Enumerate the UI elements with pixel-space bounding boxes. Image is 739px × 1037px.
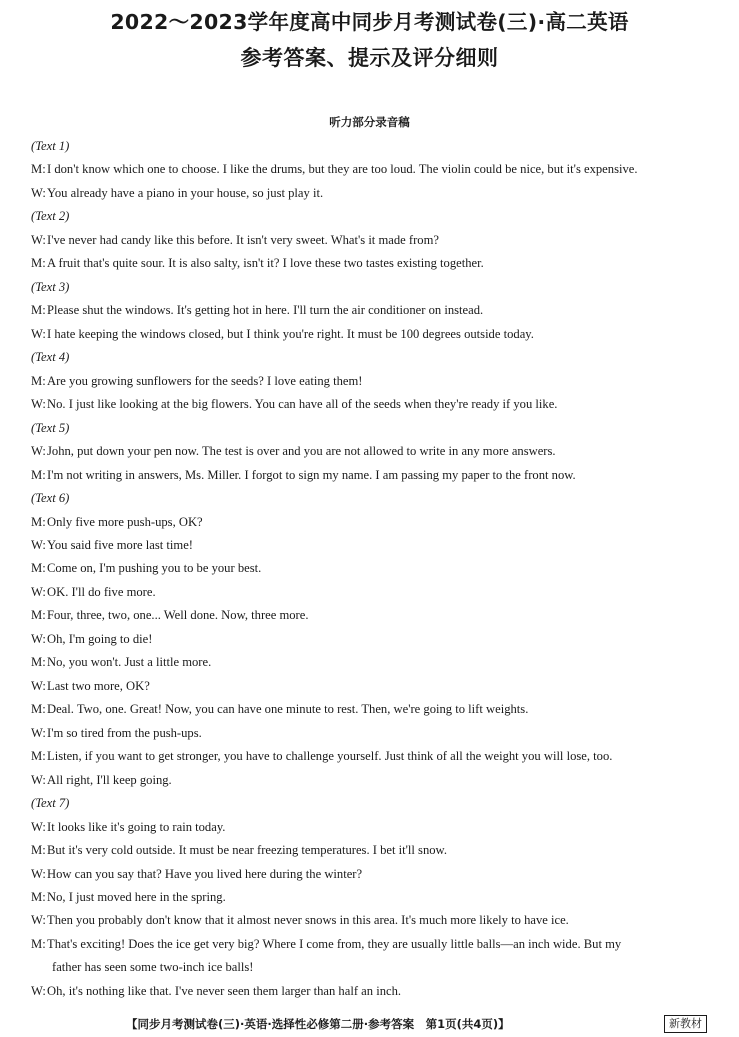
dialog-text: No, I just moved here in the spring. xyxy=(47,890,226,904)
dialog-text: That's exciting! Does the ice get very big? Where I come from, they are usually little balls—an inch wide. But my xyxy=(47,936,622,951)
speaker-label: M: xyxy=(31,936,46,951)
speaker-label: W: xyxy=(31,772,46,787)
dialog-line xyxy=(31,393,721,416)
speaker-label: M: xyxy=(31,702,46,717)
dialog-text: It looks like it's going to rain today. xyxy=(47,819,226,834)
speaker-label: W: xyxy=(31,397,46,412)
dialog-text: OK. I'll do five more. xyxy=(47,584,156,599)
speaker-label: W: xyxy=(31,232,46,247)
dialog-line-continuation: father has seen some two-inch ice balls! xyxy=(52,960,254,975)
dialog-text: Oh, it's nothing like that. I've never seen them larger than half an inch. xyxy=(47,983,402,998)
text-label: (Text 4) xyxy=(31,350,70,365)
dialog-line xyxy=(31,769,721,792)
speaker-label: W: xyxy=(31,631,46,646)
dialog-line xyxy=(31,863,721,886)
dialog-line xyxy=(31,980,721,1003)
transcript xyxy=(31,135,721,1003)
section-heading: 听力部分录音稿 xyxy=(329,115,410,129)
speaker-label: W: xyxy=(31,444,46,459)
dialog-line xyxy=(31,604,721,627)
speaker-label: M: xyxy=(31,843,46,858)
dialog-text: I'm so tired from the push-ups. xyxy=(47,725,202,740)
dialog-text: Are you growing sunflowers for the seeds? I love eating them! xyxy=(47,373,363,388)
dialog-text: John, put down your pen now. The test is over and you are not allowed to write in any more answers. xyxy=(47,444,556,459)
speaker-label: M: xyxy=(31,162,46,177)
speaker-label: M: xyxy=(31,890,46,904)
speaker-label: M: xyxy=(31,256,46,271)
speaker-label: W: xyxy=(31,584,46,599)
dialog-line xyxy=(31,651,721,674)
speaker-label: M: xyxy=(31,303,46,318)
dialog-text: Listen, if you want to get stronger, you have to challenge yourself. Just think of all the weight you will lose, too. xyxy=(47,749,613,764)
dialog-line xyxy=(31,581,721,604)
speaker-label: W: xyxy=(31,725,46,740)
dialog-line xyxy=(31,557,721,580)
dialog-line xyxy=(31,722,721,745)
page-footer xyxy=(0,1015,739,1033)
dialog-line xyxy=(31,745,721,768)
dialog-text: I hate keeping the windows closed, but I think you're right. It must be 100 degrees outside today. xyxy=(47,326,534,341)
dialog-line xyxy=(31,229,721,252)
dialog-line xyxy=(31,370,721,393)
speaker-label: W: xyxy=(31,866,46,881)
speaker-label: M: xyxy=(31,561,46,576)
dialog-text: How can you say that? Have you lived here during the winter? xyxy=(47,866,363,881)
dialog-line xyxy=(31,534,721,557)
dialog-text: Only five more push-ups, OK? xyxy=(47,514,203,529)
footer-text: 【同步月考测试卷(三)·英语·选择性必修第二册·参考答案 第1页(共4页)】 xyxy=(126,1017,510,1031)
dialog-line xyxy=(31,628,721,651)
dialog-line xyxy=(31,909,721,932)
dialog-line xyxy=(31,252,721,275)
dialog-line xyxy=(31,675,721,698)
speaker-label: W: xyxy=(31,983,46,998)
dialog-line xyxy=(31,698,721,721)
speaker-label: M: xyxy=(31,373,46,388)
dialog-line xyxy=(31,299,721,322)
dialog-text: Then you probably don't know that it almost never snows in this area. It's much more likely to have ice. xyxy=(47,913,569,928)
dialog-line xyxy=(31,886,721,909)
speaker-label: W: xyxy=(31,913,46,928)
dialog-line xyxy=(31,464,721,487)
dialog-line xyxy=(31,440,721,463)
speaker-label: M: xyxy=(31,655,46,670)
dialog-text: Please shut the windows. It's getting hot in here. I'll turn the air conditioner on instead. xyxy=(47,303,484,318)
speaker-label: W: xyxy=(31,819,46,834)
edition-badge: 新教材 xyxy=(664,1015,707,1033)
dialog-line xyxy=(31,182,721,205)
speaker-label: M: xyxy=(31,749,46,764)
dialog-line xyxy=(31,816,721,839)
text-label: (Text 6) xyxy=(31,491,70,506)
document-subtitle: 参考答案、提示及评分细则 xyxy=(240,46,499,70)
speaker-label: W: xyxy=(31,678,46,693)
document-title: 2022～2023学年度高中同步月考测试卷(三)·高二英语 xyxy=(110,10,629,34)
speaker-label: M: xyxy=(31,467,46,482)
dialog-line xyxy=(31,511,721,534)
dialog-line xyxy=(31,933,721,956)
dialog-text: A fruit that's quite sour. It is also salty, isn't it? I love these two tastes existing together. xyxy=(47,256,484,271)
dialog-text: Deal. Two, one. Great! Now, you can have one minute to rest. Then, we're going to lift weights. xyxy=(47,702,529,717)
dialog-line xyxy=(31,158,721,181)
text-label: (Text 1) xyxy=(31,139,70,153)
speaker-label: W: xyxy=(31,185,46,200)
dialog-line xyxy=(31,323,721,346)
dialog-text: No, you won't. Just a little more. xyxy=(47,655,212,670)
dialog-text: I'm not writing in answers, Ms. Miller. I forgot to sign my name. I am passing my paper to the front now. xyxy=(47,467,576,482)
dialog-line xyxy=(31,839,721,862)
speaker-label: W: xyxy=(31,537,46,552)
dialog-text: I don't know which one to choose. I like the drums, but they are too loud. The violin could be nice, but it's expensive. xyxy=(47,162,638,177)
dialog-text: All right, I'll keep going. xyxy=(47,772,172,787)
speaker-label: M: xyxy=(31,608,46,623)
speaker-label: M: xyxy=(31,514,46,529)
dialog-text: No. I just like looking at the big flowers. You can have all of the seeds when they're ready if you like. xyxy=(47,397,558,412)
dialog-text: You already have a piano in your house, so just play it. xyxy=(47,185,324,200)
dialog-text: Come on, I'm pushing you to be your best. xyxy=(47,561,262,576)
dialog-text: Four, three, two, one... Well done. Now, three more. xyxy=(47,608,309,623)
text-label: (Text 7) xyxy=(31,796,70,811)
dialog-text: But it's very cold outside. It must be near freezing temperatures. I bet it'll snow. xyxy=(47,843,447,858)
dialog-text: Oh, I'm going to die! xyxy=(47,631,153,646)
text-label: (Text 5) xyxy=(31,420,70,435)
speaker-label: W: xyxy=(31,326,46,341)
dialog-text: Last two more, OK? xyxy=(47,678,150,693)
text-label: (Text 2) xyxy=(31,209,70,224)
dialog-text: I've never had candy like this before. It isn't very sweet. What's it made from? xyxy=(47,232,439,247)
text-label: (Text 3) xyxy=(31,279,70,294)
dialog-text: You said five more last time! xyxy=(47,537,193,552)
